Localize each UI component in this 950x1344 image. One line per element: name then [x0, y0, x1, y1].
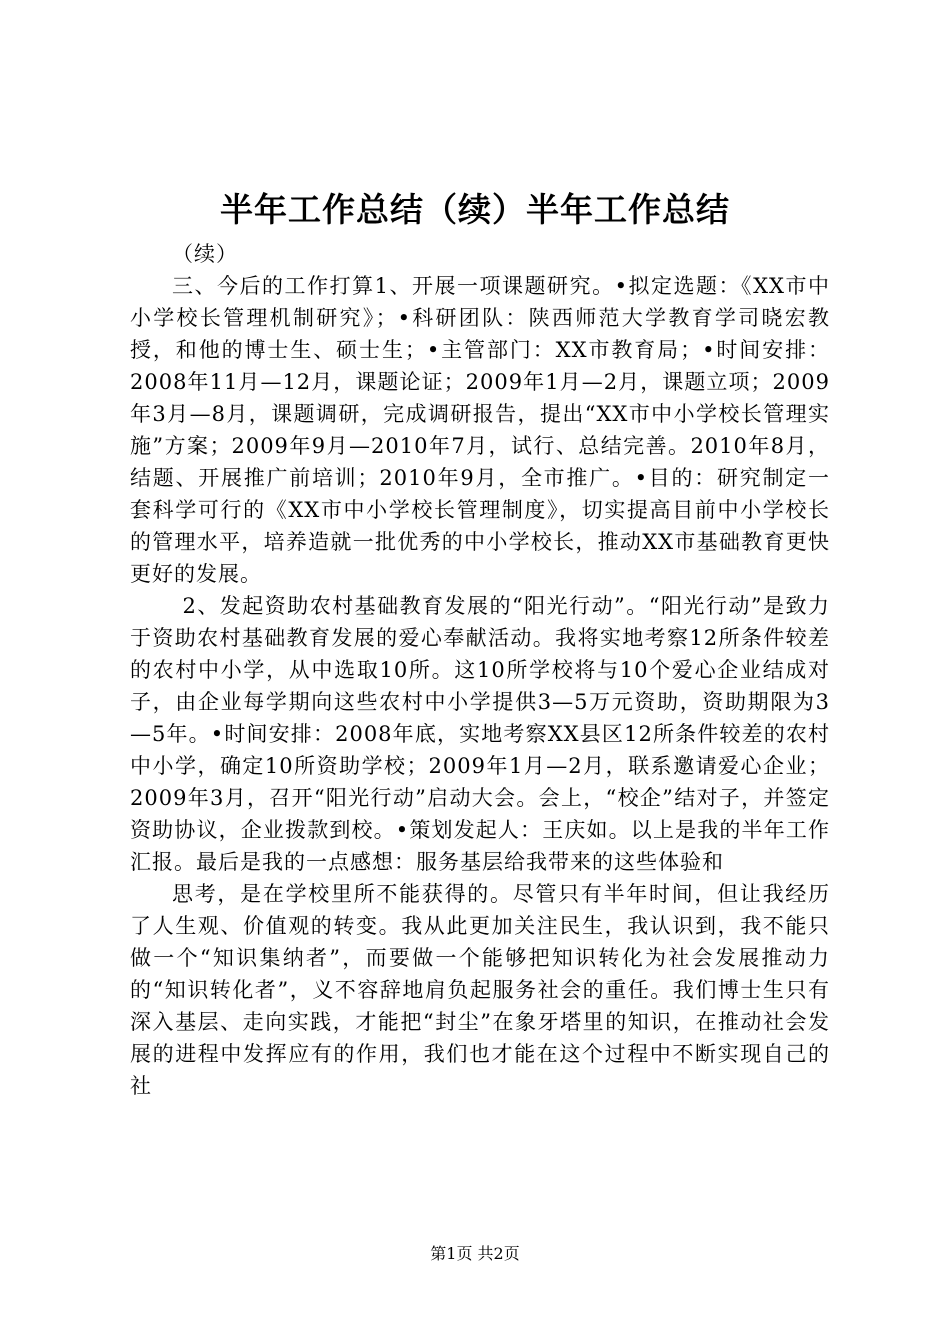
document-body: [130, 238, 830, 1102]
paragraph-continued-marker: （续）: [172, 242, 238, 266]
paragraph-reflection: 思考，是在学校里所不能获得的。尽管只有半年时间，但让我经历了人生观、价值观的转变。我从此更加关注民生，我认识到，我不能只做一个“知识集纳者”，而要做一个能够把知识转化为社会发展推动力的“知识转化者”，义不容辞地肩负起服务社会的重任。我们博士生只有深入基层、走向实践，才能把“封尘”在象牙塔里的知识，在推动社会发展的进程中发挥应有的作用，我们也才能在这个过程中不断实现自己的社: [130, 882, 830, 1098]
paragraph-sunshine-action: 2、发起资助农村基础教育发展的“阳光行动”。“阳光行动”是致力于资助农村基础教育发展的爱心奉献活动。我将实地考察12所条件较差的农村中小学，从中选取10所。这10所学校将与10个爱心企业结成对子，由企业每学期向这些农村中小学提供3—5万元资助，资助期限为3—5年。•时间安排：2008年底，实地考察XX县区12所条件较差的农村中小学，确定10所资助学校；2009年1月—2月，联系邀请爱心企业；2009年3月，召开“阳光行动”启动大会。会上，“校企”结对子，并签定资助协议，企业拨款到校。•策划发起人：王庆如。以上是我的半年工作汇报。最后是我的一点感想：服务基层给我带来的这些体验和: [130, 594, 830, 874]
document-title: 半年工作总结（续）半年工作总结: [220, 190, 730, 229]
page-footer: 第1页 共2页: [430, 1244, 520, 1263]
paragraph-future-plans: 三、今后的工作打算1、开展一项课题研究。•拟定选题：《XX市中小学校长管理机制研究》；•科研团队：陕西师范大学教育学司晓宏教授，和他的博士生、硕士生；•主管部门：XX市教育局；•时间安排：2008年11月—12月，课题论证；2009年1月—2月，课题立项；2009年3月—8月，课题调研，完成调研报告，提出“XX市中小学校长管理实施”方案；2009年9月—2010年7月，试行、总结完善。2010年8月，结题、开展推广前培训；2010年9月，全市推广。•目的：研究制定一套科学可行的《XX市中小学校长管理制度》，切实提高目前中小学校长的管理水平，培养造就一批优秀的中小学校长，推动XX市基础教育更快更好的发展。: [130, 274, 830, 586]
